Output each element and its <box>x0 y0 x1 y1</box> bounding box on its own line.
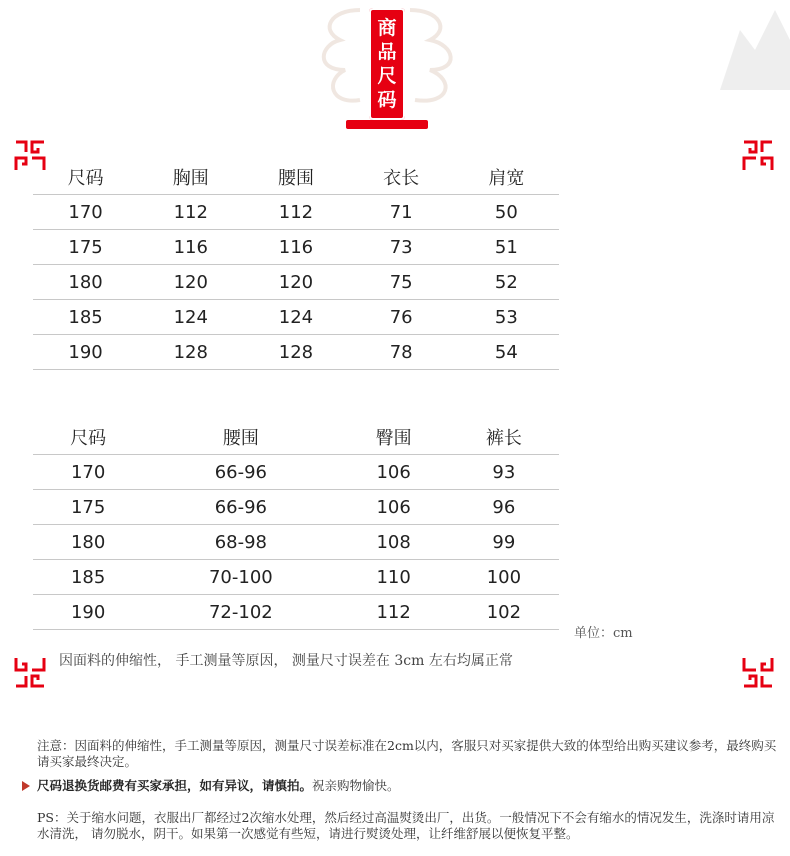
badge-char: 尺 <box>377 65 397 87</box>
table-cell: 185 <box>33 560 143 595</box>
measurement-caution: 因面料的伸缩性， 手工测量等原因， 测量尺寸误差在 3cm 左右均属正常 <box>59 653 513 669</box>
triangle-bullet-icon <box>22 781 30 791</box>
column-header: 胸围 <box>138 160 243 195</box>
table-cell: 124 <box>138 300 243 335</box>
table-cell: 76 <box>349 300 454 335</box>
badge-char: 码 <box>377 89 397 111</box>
table-row <box>33 595 559 630</box>
column-header: 裤长 <box>449 420 559 455</box>
fret-corner-icon <box>742 656 774 688</box>
table-row <box>33 300 559 335</box>
table-cell: 120 <box>138 265 243 300</box>
table-cell: 100 <box>449 560 559 595</box>
column-header: 肩宽 <box>454 160 559 195</box>
table-header-row <box>33 160 559 195</box>
title-badge <box>369 8 405 120</box>
table-cell: 106 <box>339 455 449 490</box>
table-cell: 170 <box>33 195 138 230</box>
table-cell: 116 <box>243 230 348 265</box>
cloud-ornament-left <box>300 0 370 120</box>
top-size-table <box>33 160 559 370</box>
shrinkage-note: PS：关于缩水问题，衣服出厂都经过2次缩水处理，然后经过高温熨烫出厂，出货。一般情况下不会有缩水的情况发生，洗涤时请用凉水清洗， 请勿脱水，阴干。如果第一次感觉有些短，请进行熨烫处理，让纤维舒展以便恢复平整。 <box>37 810 775 841</box>
table-row <box>33 525 559 560</box>
table-cell: 93 <box>449 455 559 490</box>
column-header: 腰围 <box>243 160 348 195</box>
badge-char: 品 <box>377 41 397 63</box>
fret-corner-icon <box>14 656 46 688</box>
table-cell: 112 <box>138 195 243 230</box>
table-cell: 72-102 <box>143 595 338 630</box>
table-cell: 180 <box>33 525 143 560</box>
table-row <box>33 455 559 490</box>
fret-corner-icon <box>742 140 774 172</box>
table-cell: 112 <box>339 595 449 630</box>
table-cell: 66-96 <box>143 455 338 490</box>
return-policy-bold: 尺码退换货邮费有买家承担，如有异议，请慎拍。 <box>37 778 313 793</box>
table-cell: 66-96 <box>143 490 338 525</box>
column-header: 尺码 <box>33 420 143 455</box>
table-cell: 73 <box>349 230 454 265</box>
table-cell: 68-98 <box>143 525 338 560</box>
table-header-row <box>33 420 559 455</box>
table-cell: 120 <box>243 265 348 300</box>
column-header: 腰围 <box>143 420 338 455</box>
table-cell: 116 <box>138 230 243 265</box>
table-cell: 190 <box>33 595 143 630</box>
table-cell: 106 <box>339 490 449 525</box>
table-cell: 108 <box>339 525 449 560</box>
table-cell: 52 <box>454 265 559 300</box>
table-cell: 128 <box>243 335 348 370</box>
table-cell: 50 <box>454 195 559 230</box>
table-cell: 51 <box>454 230 559 265</box>
column-header: 尺码 <box>33 160 138 195</box>
table-cell: 110 <box>339 560 449 595</box>
column-header: 衣长 <box>349 160 454 195</box>
unit-label: 单位：cm <box>574 626 633 641</box>
return-policy-rest: 祝亲购物愉快。 <box>312 778 400 793</box>
table-row <box>33 230 559 265</box>
table-row <box>33 490 559 525</box>
cloud-ornament-right <box>400 0 480 120</box>
badge-underline <box>346 120 428 129</box>
table-cell: 124 <box>243 300 348 335</box>
note-paragraph: 注意：因面料的伸缩性，手工测量等原因，测量尺寸误差标准在2cm以内，客服只对买家提供大致的体型给出购买建议参考，最终购买请买家最终决定。 <box>37 738 777 769</box>
return-policy-note <box>37 778 777 794</box>
badge-char: 商 <box>377 17 397 39</box>
table-cell: 54 <box>454 335 559 370</box>
column-header: 臀围 <box>339 420 449 455</box>
table-cell: 78 <box>349 335 454 370</box>
table-cell: 175 <box>33 230 138 265</box>
table-cell: 70-100 <box>143 560 338 595</box>
table-cell: 53 <box>454 300 559 335</box>
pants-size-table <box>33 420 559 630</box>
table-row <box>33 195 559 230</box>
table-cell: 175 <box>33 490 143 525</box>
table-cell: 71 <box>349 195 454 230</box>
table-cell: 185 <box>33 300 138 335</box>
table-cell: 75 <box>349 265 454 300</box>
table-cell: 170 <box>33 455 143 490</box>
table-row <box>33 265 559 300</box>
table-cell: 128 <box>138 335 243 370</box>
table-cell: 190 <box>33 335 138 370</box>
table-cell: 96 <box>449 490 559 525</box>
table-cell: 102 <box>449 595 559 630</box>
table-cell: 180 <box>33 265 138 300</box>
table-row <box>33 560 559 595</box>
table-cell: 112 <box>243 195 348 230</box>
mountain-ornament <box>720 0 790 90</box>
table-cell: 99 <box>449 525 559 560</box>
table-row <box>33 335 559 370</box>
